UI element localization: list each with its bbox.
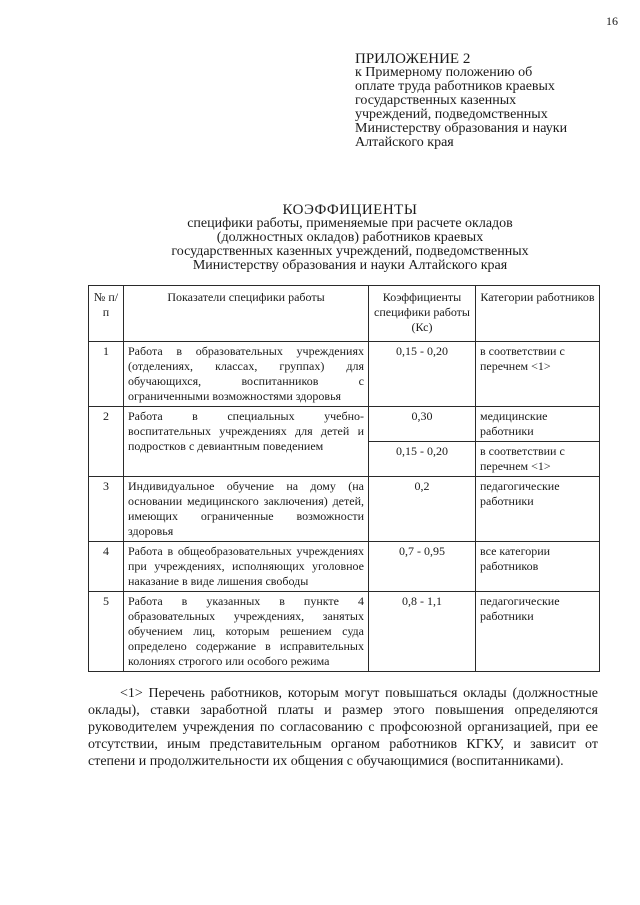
table-row xyxy=(89,407,600,442)
table-row xyxy=(89,342,600,407)
row-indicator: Индивидуальное обучение на дому (на основании медицинского заключения) детей, имеющих ограниченные возможности здоровья xyxy=(124,477,369,542)
appendix-line: учреждений, подведомственных xyxy=(355,107,548,122)
title-line: Министерству образования и науки Алтайского края xyxy=(192,258,508,273)
appendix-line: к Примерному положению об xyxy=(355,65,533,80)
document-title xyxy=(140,203,560,273)
appendix-line: государственных казенных xyxy=(355,93,517,108)
row-coefficient: 0,30 xyxy=(369,407,476,442)
appendix-line: Алтайского края xyxy=(355,135,454,150)
row-coefficient: 0,15 - 0,20 xyxy=(369,442,476,477)
row-category: все категории работников xyxy=(476,542,600,592)
table-row xyxy=(89,542,600,592)
title-main: КОЭФФИЦИЕНТЫ xyxy=(282,202,418,218)
appendix-line: Министерству образования и науки xyxy=(355,121,568,136)
row-coefficient: 0,7 - 0,95 xyxy=(369,542,476,592)
title-line: государственных казенных учреждений, подведомственных xyxy=(171,244,529,259)
row-coefficient: 0,15 - 0,20 xyxy=(369,342,476,407)
appendix-line: оплате труда работников краевых xyxy=(355,79,555,94)
table-header-row xyxy=(89,286,600,342)
table-row xyxy=(89,477,600,542)
table-row xyxy=(89,592,600,672)
page-number: 16 xyxy=(606,14,618,28)
row-number: 2 xyxy=(89,407,124,477)
row-indicator: Работа в специальных учебно-воспитательных учреждениях для детей и подростков с девиантным поведением xyxy=(124,407,369,477)
row-indicator: Работа в указанных в пункте 4 образовательных учреждениях, занятых обучением лиц, которым решением суда определено содержание в исправительных колониях строгого или особого режима xyxy=(124,592,369,672)
header-coefficient: Коэффициенты специфики работы (Кс) xyxy=(369,286,476,342)
appendix-heading: ПРИЛОЖЕНИЕ 2 xyxy=(355,51,471,67)
row-number: 5 xyxy=(89,592,124,672)
row-category: педагогические работники xyxy=(476,592,600,672)
row-coefficient: 0,2 xyxy=(369,477,476,542)
row-number: 3 xyxy=(89,477,124,542)
title-line: специфики работы, применяемые при расчете окладов xyxy=(187,216,513,231)
header-indicator: Показатели специфики работы xyxy=(124,286,369,342)
header-num: № п/п xyxy=(89,286,124,342)
row-coefficient: 0,8 - 1,1 xyxy=(369,592,476,672)
row-indicator: Работа в образовательных учреждениях (отделениях, классах, группах) для обучающихся, воспитанников с ограниченными возможностями здоровья xyxy=(124,342,369,407)
row-indicator: Работа в общеобразовательных учреждениях при учреждениях, исполняющих уголовное наказание в виде лишения свободы xyxy=(124,542,369,592)
row-category: медицинские работники xyxy=(476,407,600,442)
row-number: 1 xyxy=(89,342,124,407)
coefficients-table xyxy=(88,285,600,672)
appendix-block xyxy=(355,52,625,150)
row-category: в соответствии с перечнем <1> xyxy=(476,442,600,477)
title-line: (должностных окладов) работников краевых xyxy=(216,230,484,245)
header-category: Категории работников xyxy=(476,286,600,342)
row-number: 4 xyxy=(89,542,124,592)
row-category: в соответствии с перечнем <1> xyxy=(476,342,600,407)
footnote: <1> Перечень работников, которым могут повышаться оклады (должностные оклады), ставки заработной платы и размер этого повышения определяются руководителем учреждения по согласованию с профсоюзной организацией, при ее отсутствии, иным представительным органом работников КГКУ, и зависит от степени и продолжительности их общения с обучающимися (воспитанниками). xyxy=(88,686,598,769)
row-category: педагогические работники xyxy=(476,477,600,542)
